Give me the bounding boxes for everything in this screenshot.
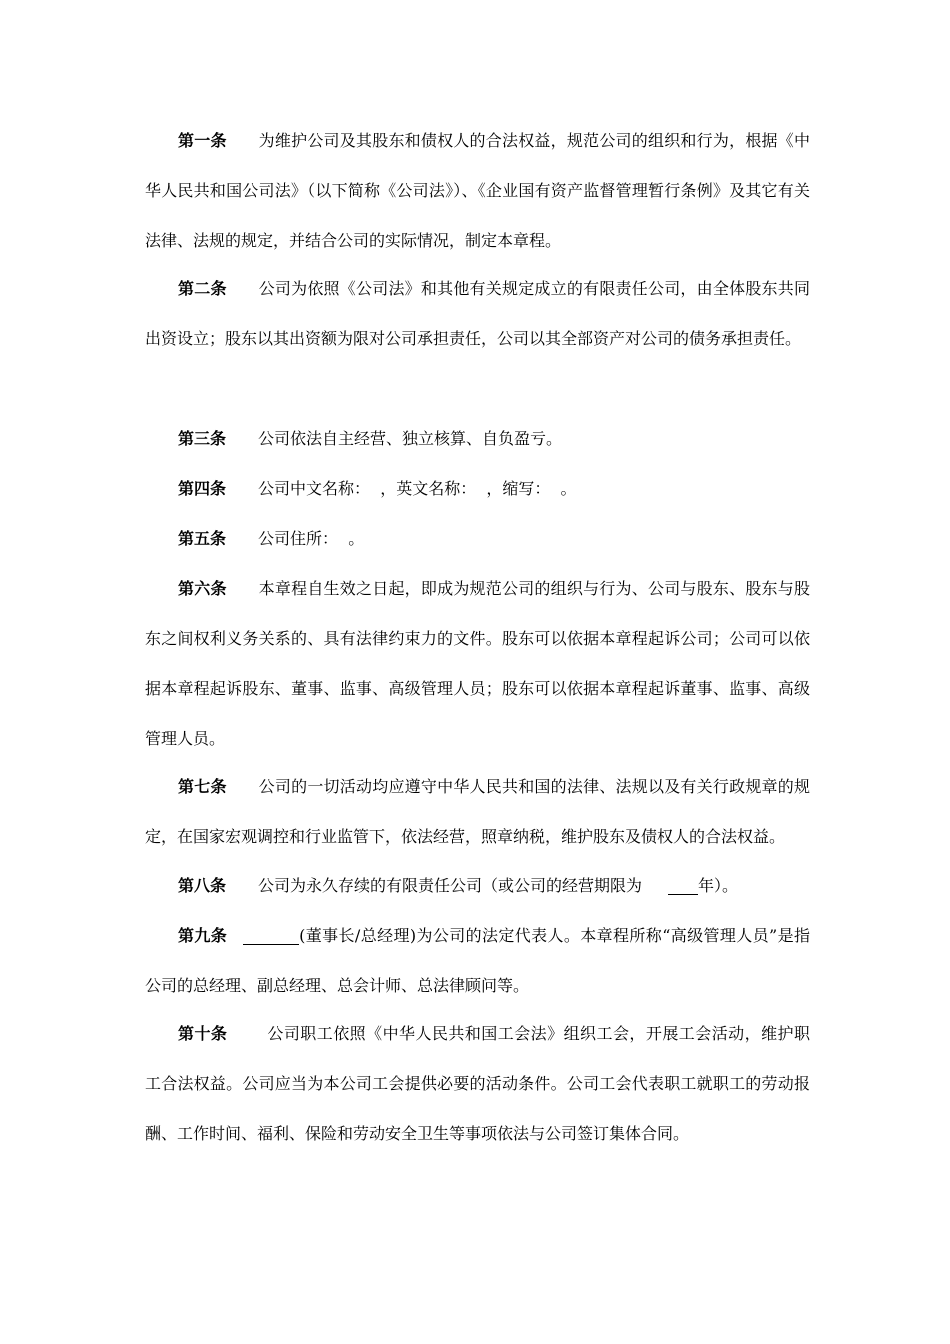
blank-field [243, 926, 299, 945]
article-label: 第五条 [178, 529, 227, 548]
blank-field [668, 876, 698, 895]
article-label: 第十条 [178, 1024, 228, 1043]
article-5 [145, 514, 810, 564]
article-label: 第四条 [178, 479, 227, 498]
article-text: (董事长/总经理)为公司的法定代表人。本章程所称“高级管理人员”是指公司的总经理、副总经理、总会计师、总法律顾问等。 [145, 926, 810, 995]
article-text: 公司中文名称： ，英文名称： ，缩写： 。 [258, 479, 577, 498]
article-1 [145, 116, 810, 266]
article-label: 第七条 [178, 777, 227, 796]
article-label: 第二条 [178, 279, 227, 298]
article-text: 公司依法自主经营、独立核算、自负盈亏。 [258, 429, 563, 448]
article-text: 公司为永久存续的有限责任公司（或公司的经营期限为 [258, 876, 643, 895]
article-label: 第六条 [178, 579, 227, 598]
article-text: 年）。 [698, 876, 739, 895]
article-4 [145, 464, 810, 514]
article-label: 第三条 [178, 429, 227, 448]
article-text: 公司为依照《公司法》和其他有关规定成立的有限责任公司，由全体股东共同出资设立；股东以其出资额为限对公司承担责任，公司以其全部资产对公司的债务承担责任。 [145, 279, 810, 348]
article-7 [145, 762, 810, 862]
article-text: 公司住所： 。 [258, 529, 365, 548]
article-text: 公司的一切活动均应遵守中华人民共和国的法律、法规以及有关行政规章的规定，在国家宏观调控和行业监管下，依法经营，照章纳税，维护股东及债权人的合法权益。 [145, 777, 810, 846]
article-text: 公司职工依照《中华人民共和国工会法》组织工会，开展工会活动，维护职工合法权益。公司应当为本公司工会提供必要的活动条件。公司工会代表职工就职工的劳动报酬、工作时间、福利、保险和劳动安全卫生等事项依法与公司签订集体合同。 [145, 1024, 810, 1143]
article-text: 为维护公司及其股东和债权人的合法权益，规范公司的组织和行为，根据《中华人民共和国公司法》（以下简称《公司法》）、《企业国有资产监督管理暂行条例》及其它有关法律、法规的规定，并结合公司的实际情况，制定本章程。 [145, 131, 810, 250]
article-text: 本章程自生效之日起，即成为规范公司的组织与行为、公司与股东、股东与股东之间权利义务关系的、具有法律约束力的文件。股东可以依据本章程起诉公司；公司可以依据本章程起诉股东、董事、监事、高级管理人员；股东可以依据本章程起诉董事、监事、高级管理人员。 [145, 579, 810, 748]
article-10 [145, 1009, 810, 1159]
article-9 [145, 911, 810, 1011]
article-6 [145, 564, 810, 764]
article-2 [145, 264, 810, 364]
article-label: 第九条 [178, 926, 228, 945]
article-3 [145, 414, 810, 464]
article-label: 第一条 [178, 131, 227, 150]
article-label: 第八条 [178, 876, 227, 895]
article-8 [145, 861, 810, 911]
